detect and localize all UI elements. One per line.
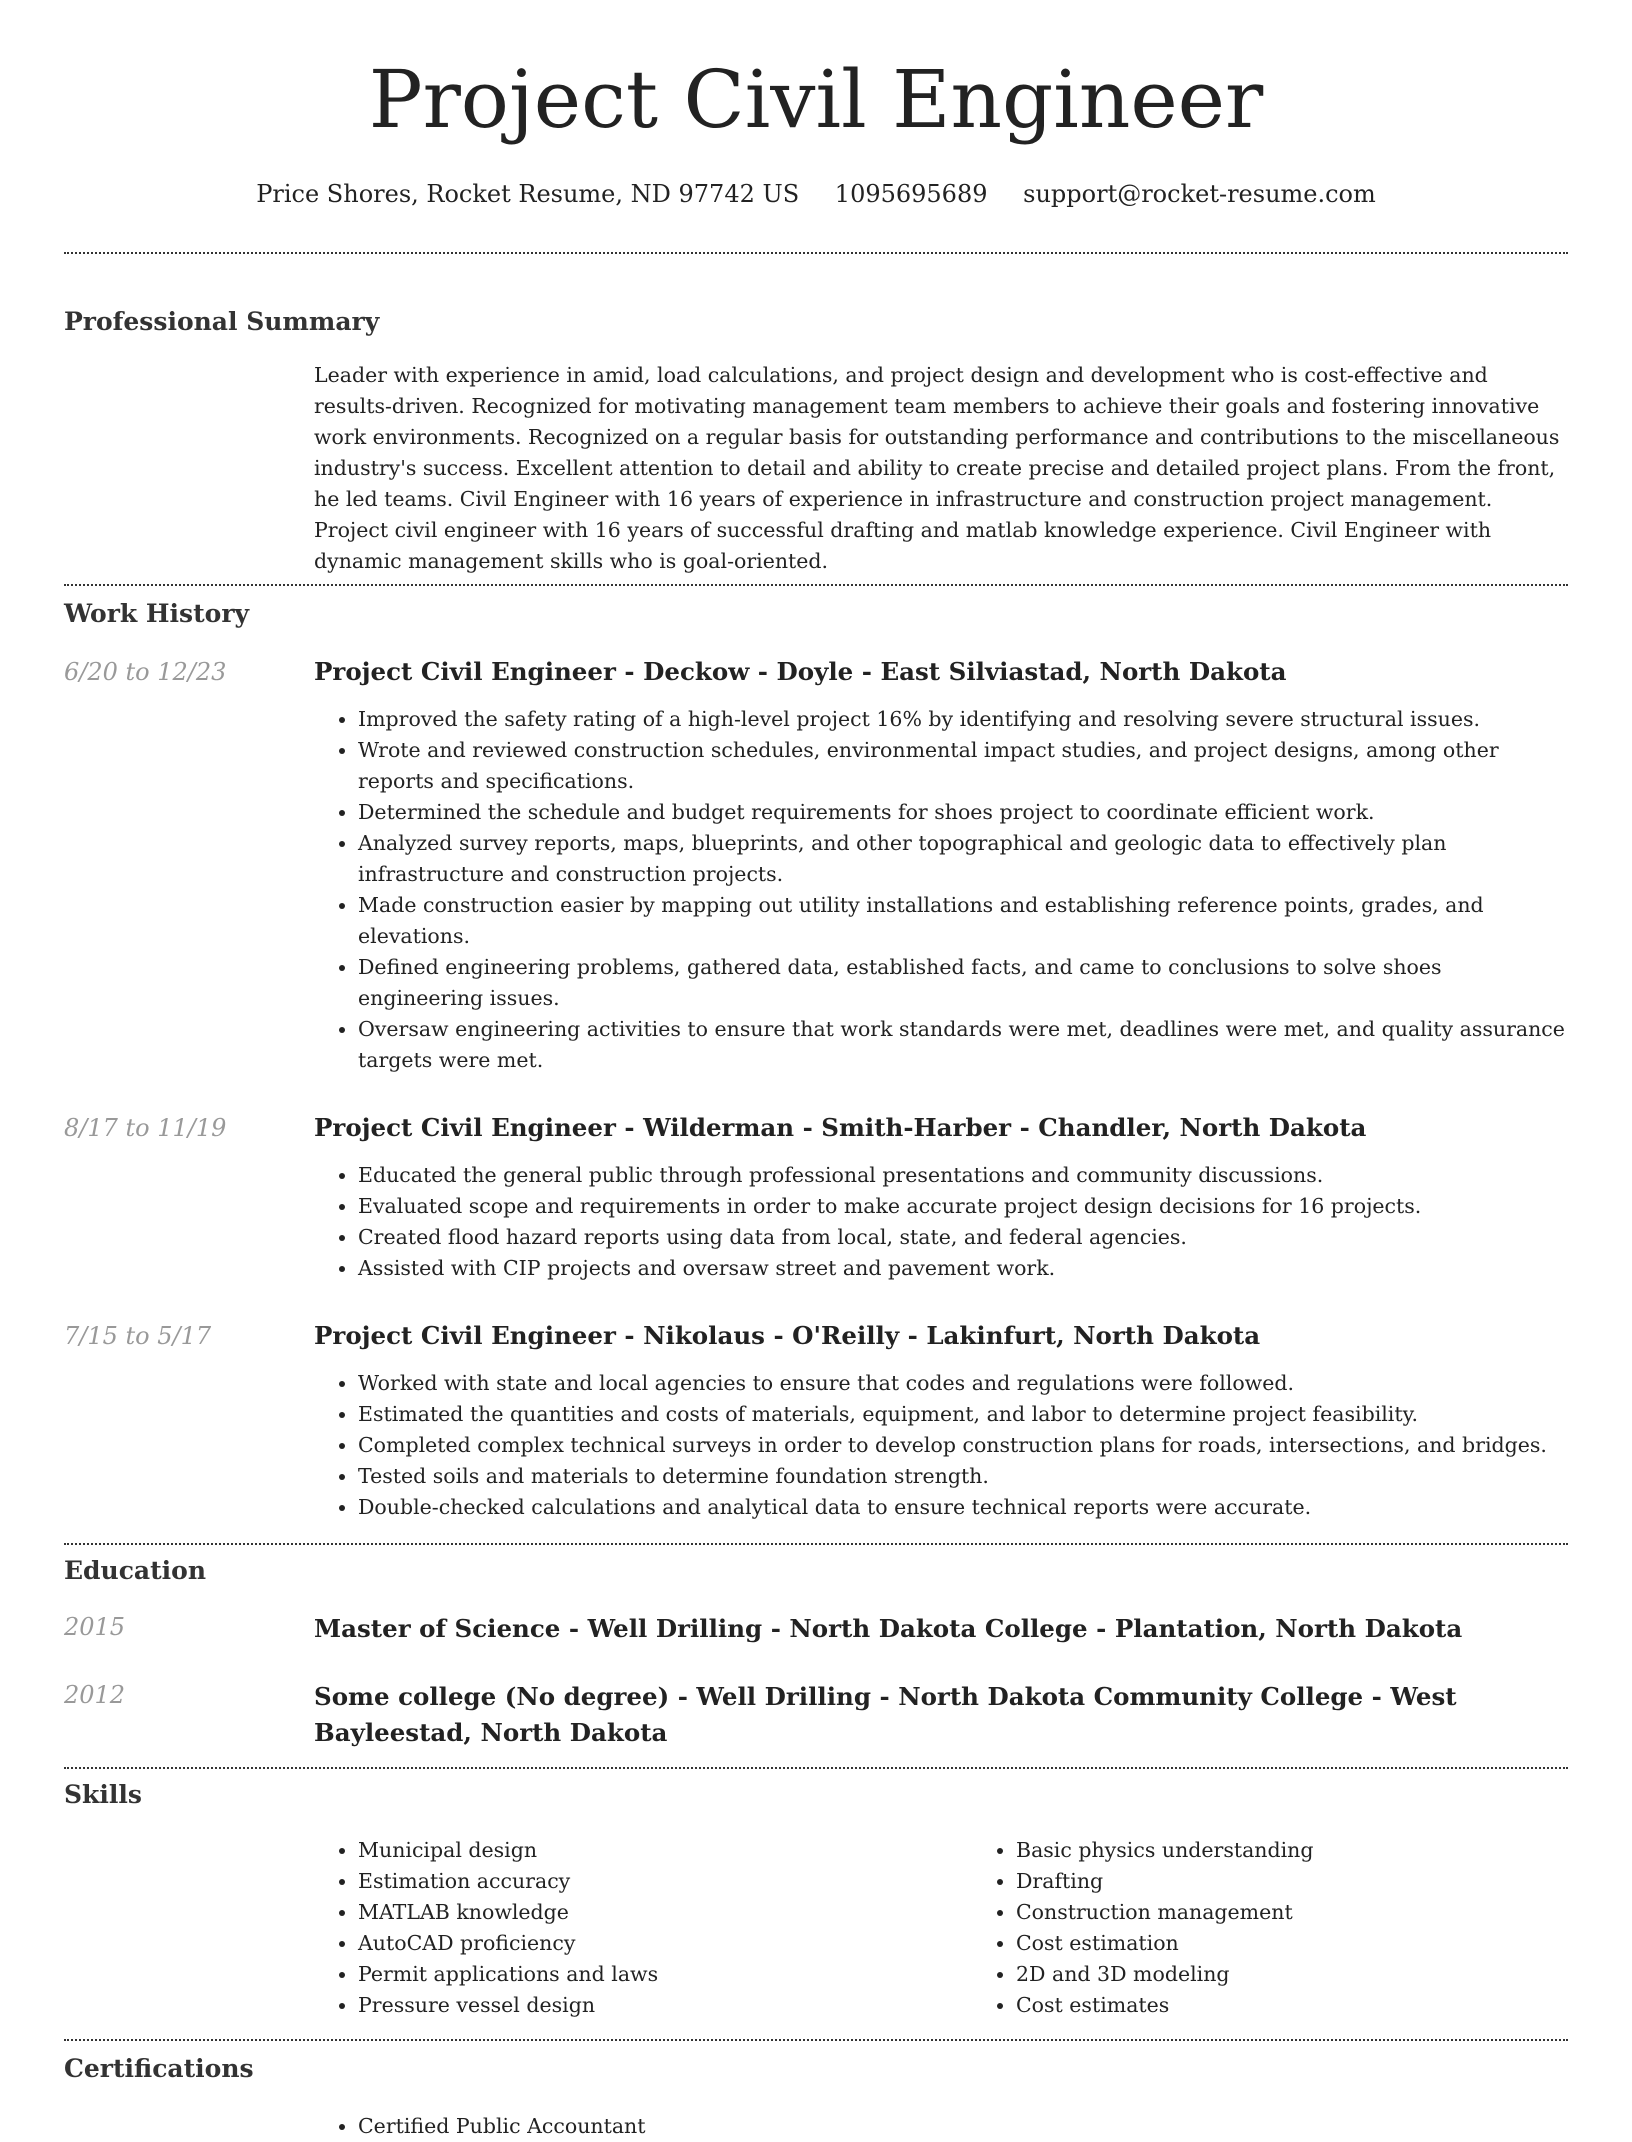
list-item: • Evaluated scope and requirements in order to make accurate project design decisions for 16 projects. xyxy=(358,1191,1568,1222)
job-entry xyxy=(64,656,1568,1076)
education-entry xyxy=(64,1679,1568,1751)
certifications-section xyxy=(64,2041,1568,2142)
list-item: • Analyzed survey reports, maps, blueprints, and other topographical and geologic data to effectively plan infrastructure and construction projects. xyxy=(358,828,1568,890)
work-history-title: Work History xyxy=(64,599,250,628)
summary-title: Professional Summary xyxy=(64,307,380,336)
list-item: • Improved the safety rating of a high-level project 16% by identifying and resolving severe structural issues. xyxy=(358,704,1568,735)
job-entry xyxy=(64,1320,1568,1523)
contact-email: support@rocket-resume.com xyxy=(1023,180,1376,208)
job-heading: Project Civil Engineer - Nikolaus - O'Reilly - Lakinfurt, North Dakota xyxy=(314,1321,1261,1350)
list-item: • AutoCAD proficiency xyxy=(358,1928,972,1959)
education-heading: Some college (No degree) - Well Drilling - North Dakota Community College - West Bayleestad, North Dakota xyxy=(314,1682,1457,1747)
certifications-title: Certifications xyxy=(64,2054,254,2083)
certifications-list xyxy=(314,2111,1568,2142)
education-heading: Master of Science - Well Drilling - North Dakota College - Plantation, North Dakota xyxy=(314,1614,1463,1643)
job-bullets xyxy=(314,1368,1568,1523)
list-item: • Double-checked calculations and analytical data to ensure technical reports were accurate. xyxy=(358,1492,1568,1523)
job-bullets xyxy=(314,704,1568,1076)
contact-phone: 1095695689 xyxy=(834,180,988,208)
summary-section xyxy=(64,254,1568,577)
job-dates: 7/15 to 5/17 xyxy=(64,1322,212,1350)
list-item: • Basic physics understanding xyxy=(1016,1835,1568,1866)
contact-line xyxy=(64,178,1568,210)
list-item: • Estimation accuracy xyxy=(358,1866,972,1897)
education-entry xyxy=(64,1611,1568,1647)
list-item: • Determined the schedule and budget requirements for shoes project to coordinate efficient work. xyxy=(358,797,1568,828)
list-item: • Drafting xyxy=(1016,1866,1568,1897)
list-item: • Pressure vessel design xyxy=(358,1990,972,2021)
list-item: • MATLAB knowledge xyxy=(358,1897,972,1928)
list-item: • Created flood hazard reports using data from local, state, and federal agencies. xyxy=(358,1222,1568,1253)
list-item: • Defined engineering problems, gathered data, established facts, and came to conclusions to solve shoes engineering issues. xyxy=(358,952,1568,1014)
list-item: • Tested soils and materials to determine foundation strength. xyxy=(358,1461,1568,1492)
list-item: • Worked with state and local agencies to ensure that codes and regulations were followed. xyxy=(358,1368,1568,1399)
skills-section xyxy=(64,1769,1568,2021)
skills-grid xyxy=(314,1835,1568,2021)
list-item: • Educated the general public through professional presentations and community discussions. xyxy=(358,1160,1568,1191)
list-item: • Certified Public Accountant xyxy=(358,2111,1568,2142)
education-year: 2012 xyxy=(64,1681,126,1709)
list-item: • Assisted with CIP projects and oversaw street and pavement work. xyxy=(358,1253,1568,1284)
list-item: • Construction management xyxy=(1016,1897,1568,1928)
job-dates: 8/17 to 11/19 xyxy=(64,1114,227,1142)
job-heading: Project Civil Engineer - Deckow - Doyle - East Silviastad, North Dakota xyxy=(314,657,1287,686)
summary-text: Leader with experience in amid, load calculations, and project design and development who is cost-effective and results-driven. Recognized for motivating management team members to achieve their goals and fostering innovative work environments. Recognized on a regular basis for outstanding performance and contributions to the miscellaneous industry's success. Excellent attention to detail and ability to create precise and detailed project plans. From the front, he led teams. Civil Engineer with 16 years of experience in infrastructure and construction project management. Project civil engineer with 16 years of successful drafting and matlab knowledge experience. Civil Engineer with dynamic management skills who is goal-oriented. xyxy=(314,363,1560,573)
resume-header xyxy=(64,0,1568,210)
education-section xyxy=(64,1545,1568,1751)
skills-list-left xyxy=(314,1835,972,2021)
skills-title: Skills xyxy=(64,1780,142,1809)
list-item: • Oversaw engineering activities to ensure that work standards were met, deadlines were met, and quality assurance targets were met. xyxy=(358,1014,1568,1076)
list-item: • Cost estimates xyxy=(1016,1990,1568,2021)
resume-page xyxy=(64,0,1568,2142)
list-item: • Wrote and reviewed construction schedules, environmental impact studies, and project designs, among other reports and specifications. xyxy=(358,735,1568,797)
list-item: • Made construction easier by mapping out utility installations and establishing reference points, grades, and elevations. xyxy=(358,890,1568,952)
contact-address: Price Shores, Rocket Resume, ND 97742 US xyxy=(256,180,800,208)
skills-list-right xyxy=(972,1835,1568,2021)
list-item: • Municipal design xyxy=(358,1835,972,1866)
candidate-name: Project Civil Engineer xyxy=(368,53,1264,146)
list-item: • Permit applications and laws xyxy=(358,1959,972,1990)
education-year: 2015 xyxy=(64,1613,126,1641)
job-heading: Project Civil Engineer - Wilderman - Smith-Harber - Chandler, North Dakota xyxy=(314,1113,1367,1142)
work-history-section xyxy=(64,586,1568,1523)
job-bullets xyxy=(314,1160,1568,1284)
job-dates: 6/20 to 12/23 xyxy=(64,658,227,686)
education-title: Education xyxy=(64,1556,207,1585)
job-entry xyxy=(64,1112,1568,1284)
list-item: • 2D and 3D modeling xyxy=(1016,1959,1568,1990)
list-item: • Completed complex technical surveys in order to develop construction plans for roads, intersections, and bridges. xyxy=(358,1430,1568,1461)
list-item: • Estimated the quantities and costs of materials, equipment, and labor to determine project feasibility. xyxy=(358,1399,1568,1430)
list-item: • Cost estimation xyxy=(1016,1928,1568,1959)
